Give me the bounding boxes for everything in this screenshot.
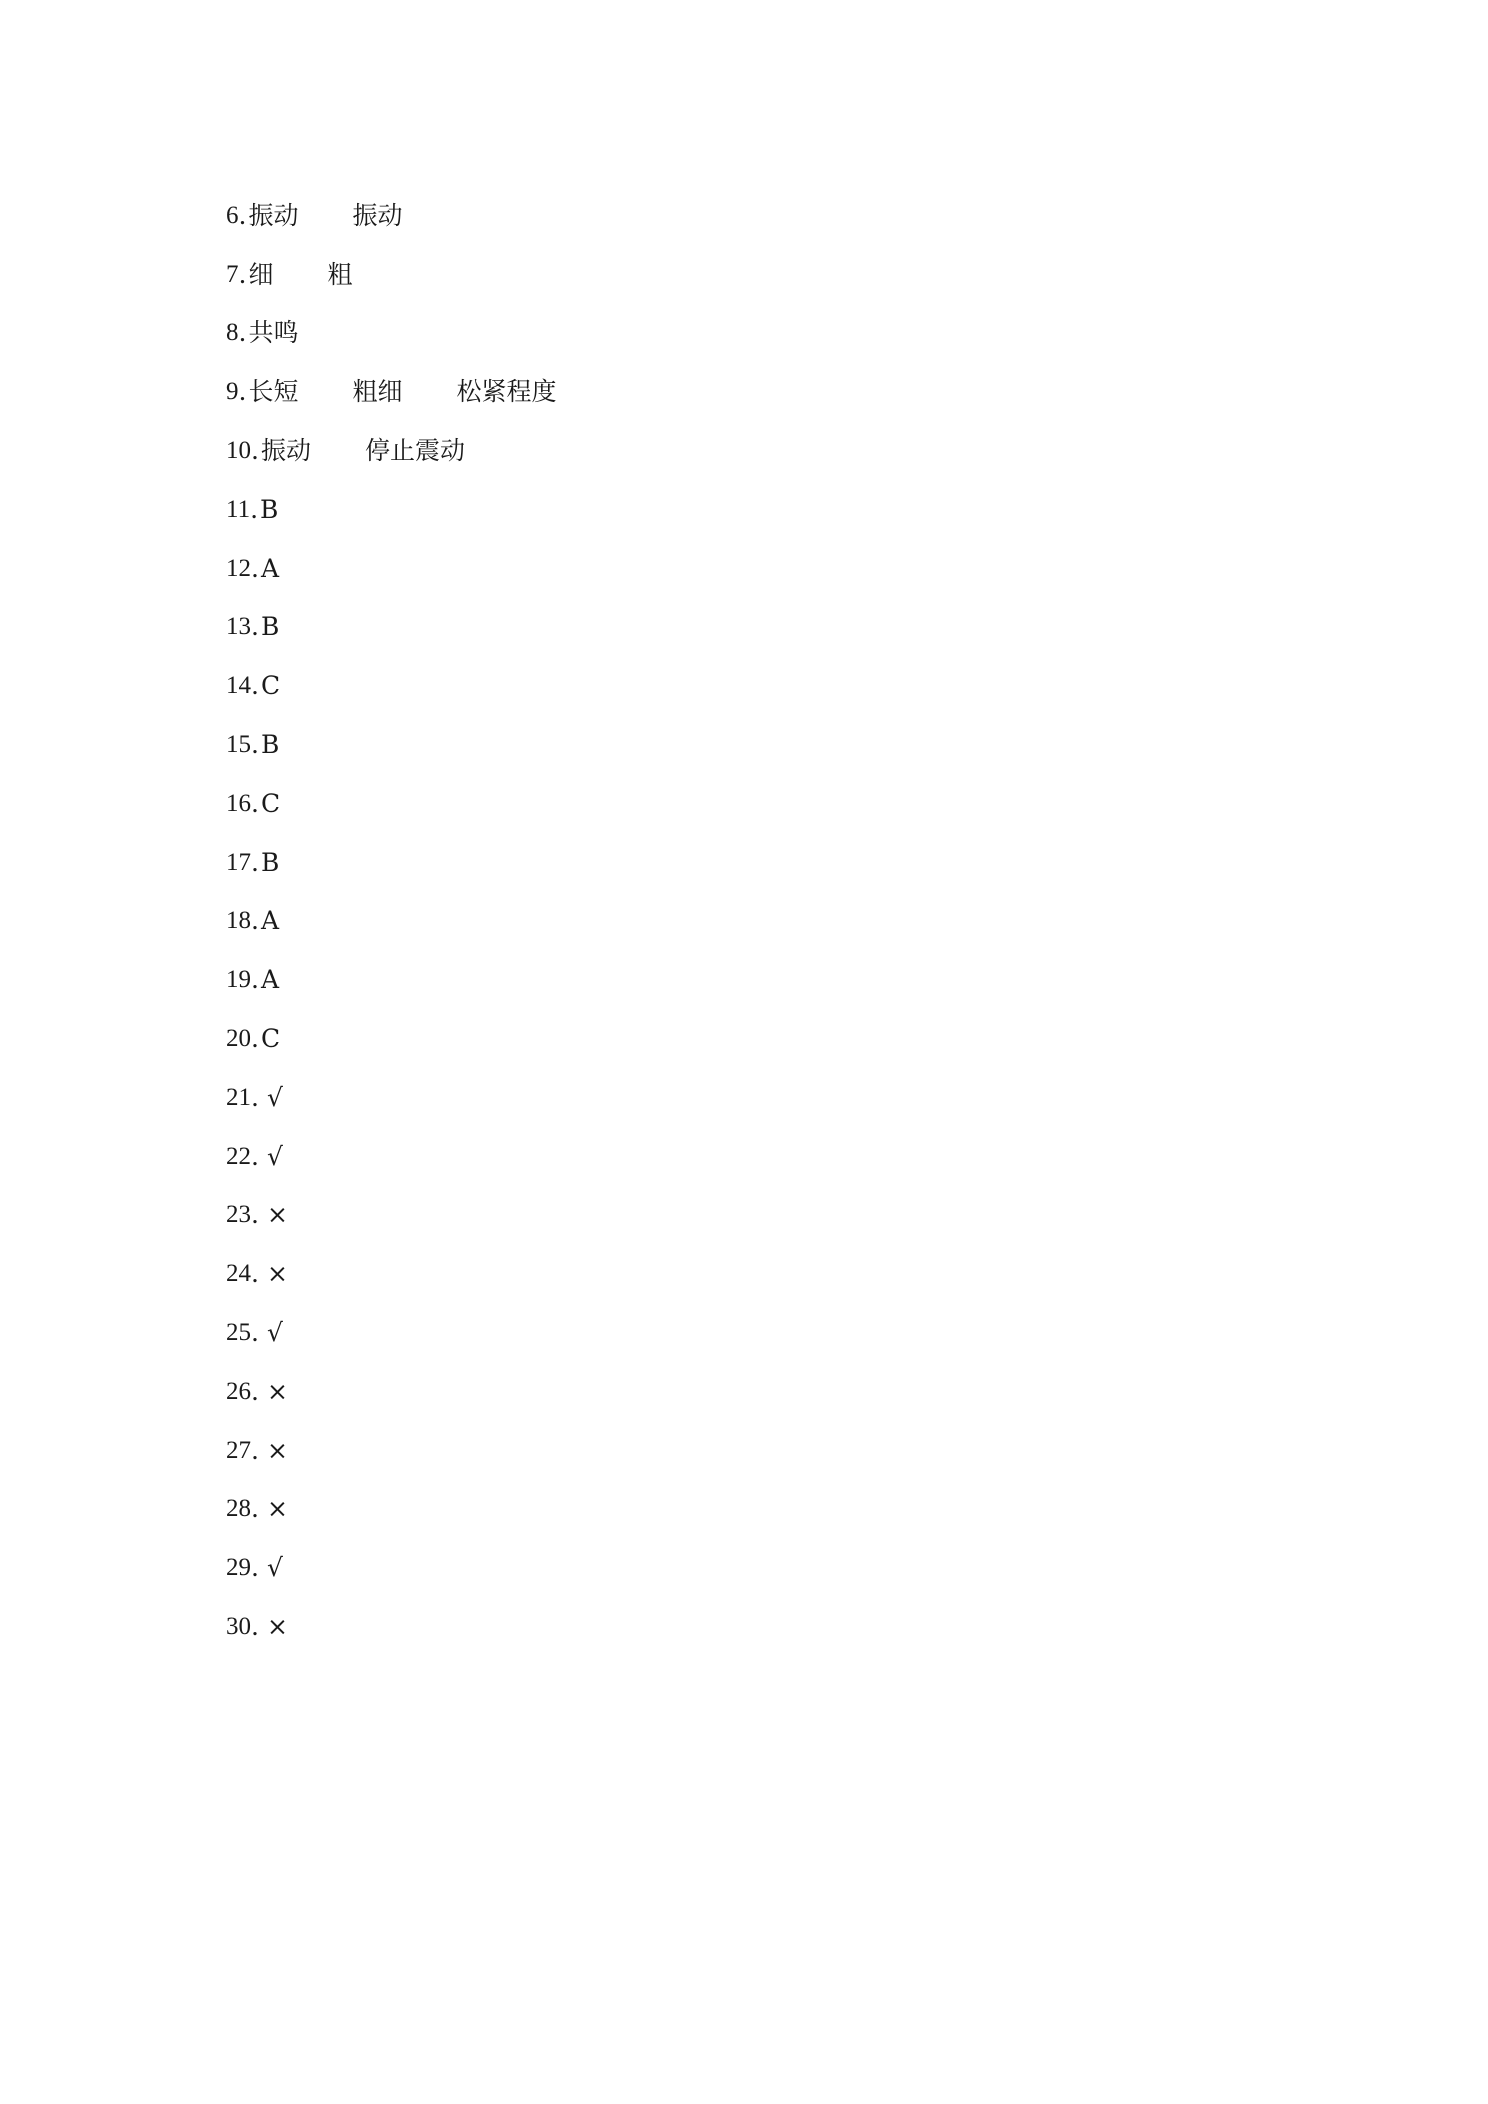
number-separator: . (251, 612, 259, 642)
answer-text: 振动 (352, 200, 403, 230)
question-number: 17 (226, 848, 251, 876)
answer-row (226, 598, 557, 657)
number-separator: . (251, 1141, 259, 1171)
answer-row (226, 1303, 557, 1362)
question-number: 13 (226, 613, 251, 641)
question-number: 25 (226, 1319, 251, 1347)
question-number: 10 (226, 437, 251, 465)
check-mark-icon: √ (266, 1082, 283, 1112)
answer-row (226, 656, 557, 715)
number-separator: . (238, 377, 247, 407)
question-number: 28 (226, 1495, 251, 1523)
answer-text: 振动 (260, 436, 311, 466)
answer-text: 共鸣 (248, 318, 299, 348)
answer-text: C (260, 788, 281, 818)
answer-text: 粗 (327, 259, 353, 289)
answer-text: A (260, 965, 280, 995)
number-separator: . (251, 1259, 259, 1289)
answer-text: 振动 (248, 200, 299, 230)
answer-list (226, 186, 557, 1656)
question-number: 22 (226, 1142, 251, 1170)
answer-text: 粗细 (352, 377, 403, 407)
number-separator: . (251, 1612, 259, 1642)
answer-text: A (260, 553, 280, 583)
answer-row (226, 1244, 557, 1303)
answer-row (226, 950, 557, 1009)
answer-text: 松紧程度 (456, 377, 557, 407)
question-number: 16 (226, 789, 251, 817)
number-separator: . (251, 1082, 259, 1112)
number-separator: . (251, 1435, 259, 1465)
cross-mark-icon: × (266, 1200, 288, 1230)
question-number: 14 (226, 672, 251, 700)
answer-row (226, 539, 557, 598)
answer-row (226, 1362, 557, 1421)
answer-text: B (260, 612, 280, 642)
number-separator: . (238, 259, 247, 289)
number-separator: . (251, 1024, 259, 1054)
check-mark-icon: √ (266, 1141, 283, 1171)
number-separator: . (251, 1494, 259, 1524)
question-number: 26 (226, 1377, 251, 1405)
number-separator: . (251, 730, 259, 760)
number-separator: . (251, 553, 259, 583)
number-separator: . (238, 318, 247, 348)
question-number: 15 (226, 731, 251, 759)
question-number: 11 (226, 495, 251, 523)
number-separator: . (251, 1200, 259, 1230)
cross-mark-icon: × (266, 1494, 288, 1524)
question-number: 8 (226, 319, 239, 347)
answer-row (226, 774, 557, 833)
answer-text: B (260, 494, 279, 524)
cross-mark-icon: × (266, 1612, 288, 1642)
number-separator: . (250, 494, 259, 524)
answer-row (226, 1068, 557, 1127)
question-number: 21 (226, 1083, 251, 1111)
number-separator: . (251, 1553, 259, 1583)
cross-mark-icon: × (266, 1376, 288, 1406)
question-number: 12 (226, 554, 251, 582)
answer-row (226, 421, 557, 480)
answer-row (226, 1186, 557, 1245)
answer-text: B (260, 847, 280, 877)
number-separator: . (251, 1318, 259, 1348)
number-separator: . (251, 671, 259, 701)
number-separator: . (251, 906, 259, 936)
number-separator: . (251, 847, 259, 877)
answer-row (226, 304, 557, 363)
answer-text: C (260, 671, 281, 701)
answer-row (226, 362, 557, 421)
question-number: 24 (226, 1260, 251, 1288)
answer-row (226, 1421, 557, 1480)
answer-row (226, 186, 557, 245)
check-mark-icon: √ (266, 1318, 283, 1348)
number-separator: . (251, 788, 259, 818)
answer-row (226, 1480, 557, 1539)
answer-text: 细 (248, 259, 274, 289)
question-number: 19 (226, 966, 251, 994)
question-number: 27 (226, 1436, 251, 1464)
number-separator: . (251, 965, 259, 995)
answer-text: 停止震动 (364, 436, 465, 466)
check-mark-icon: √ (266, 1553, 283, 1583)
question-number: 20 (226, 1025, 251, 1053)
question-number: 29 (226, 1554, 251, 1582)
question-number: 18 (226, 907, 251, 935)
question-number: 9 (226, 378, 239, 406)
question-number: 30 (226, 1613, 251, 1641)
answer-text: 长短 (248, 377, 299, 407)
answer-row (226, 1009, 557, 1068)
question-number: 23 (226, 1201, 251, 1229)
answer-row (226, 1127, 557, 1186)
cross-mark-icon: × (266, 1435, 288, 1465)
answer-row (226, 1597, 557, 1656)
answer-text: C (260, 1024, 281, 1054)
answer-row (226, 715, 557, 774)
question-number: 6 (226, 201, 239, 229)
answer-row (226, 245, 557, 304)
answer-text: B (260, 730, 280, 760)
answer-row (226, 833, 557, 892)
question-number: 7 (226, 260, 239, 288)
number-separator: . (251, 436, 259, 466)
answer-row (226, 480, 557, 539)
answer-row (226, 892, 557, 951)
number-separator: . (238, 200, 247, 230)
answer-text: A (260, 906, 280, 936)
answer-row (226, 1538, 557, 1597)
number-separator: . (251, 1376, 259, 1406)
cross-mark-icon: × (266, 1259, 288, 1289)
